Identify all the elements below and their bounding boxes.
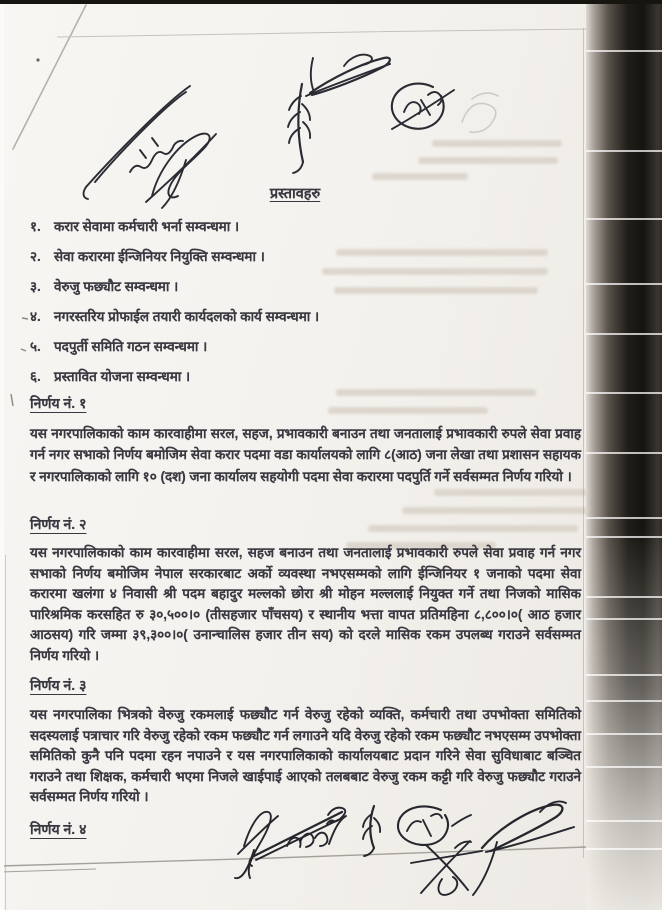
band-crease-line — [586, 733, 662, 735]
scanner-top-strip — [0, 0, 662, 4]
band-crease-line — [586, 392, 662, 394]
proposal-number: ४. — [30, 309, 41, 324]
proposal-item — [30, 272, 575, 302]
bleed-through-text — [372, 173, 468, 180]
proposal-text: पदपुर्ती समिति गठन सम्वन्धमा । — [54, 339, 208, 354]
proposal-text: वेरुजु फछ्यौट सम्वन्धमा । — [54, 279, 179, 294]
bleed-through-text — [432, 140, 562, 147]
band-crease-line — [586, 283, 662, 285]
scan-edge-band — [586, 2, 662, 910]
faint-ghost-signature — [462, 93, 498, 132]
band-crease-line — [586, 218, 662, 220]
band-crease-line — [586, 517, 662, 519]
proposal-number: २. — [30, 249, 41, 264]
decision-3-body: यस नगरपालिका भित्रको वेरुजु रकमलाई फछ्यौट गर्न वेरुजु रहेको व्यक्ति, कर्मचारी तथा उपभोक्ता समितिको सदस्यलाई पत्राचार गरि वेरुजु रहेको रकम फछ्यौट गर्न लगाउने यदि वेरुजु रहेको रकम फछ्यौट नभएसम्म उपभोक्ता समितिको कुनै पनि पदमा रहन नपाउने र यस नगरपालिकाको कार्यालयबाट प्रदान गरिने सेवा सुविधाबाट बञ्चित गराउने तथा शिक्षक, कर्मचारी भएमा निजले खाईपाई आएको तलबबाट वेरुजु रकम कट्टी गरि वेरुजु फछ्यौट गराउने सर्वसम्मत निर्णय गरियो । — [30, 707, 581, 805]
proposal-item — [30, 242, 575, 272]
band-crease-line — [586, 766, 662, 768]
proposal-number: १. — [30, 219, 41, 234]
band-crease-line — [586, 50, 662, 52]
proposal-text: सेवा करारमा ईन्जिनियर नियुक्ति सम्वन्धमा । — [54, 249, 265, 264]
page-bottom-edge-line — [0, 847, 586, 872]
proposal-text: नगरस्तरिय प्रोफाईल तयारी कार्यदलको कार्य सम्वन्धमा । — [54, 309, 320, 324]
proposal-item — [30, 332, 575, 362]
proposal-number: ६. — [30, 369, 41, 384]
decision-2-heading: निर्णय नं. २ — [30, 516, 87, 532]
bleed-through-text — [434, 489, 596, 496]
band-crease-line — [586, 820, 662, 822]
page-left-edge — [0, 0, 4, 910]
proposal-number: ३. — [30, 279, 41, 294]
document-title: प्रस्तावहरु — [269, 186, 321, 202]
proposal-item — [30, 362, 575, 392]
band-crease-line — [586, 700, 662, 702]
decision-4-heading: निर्णय नं. ४ — [30, 821, 87, 837]
band-crease-line — [586, 848, 662, 850]
bleed-through-text — [418, 157, 558, 164]
decision-1-body: यस नगरपालिकाको काम कारवाहीमा सरल, सहज, प्रभावकारी बनाउन तथा जनतालाई प्रभावकारी रुपले सेवा प्रवाह गर्न नगर सभाको निर्णय बमोजिम सेवा करार पदमा वडा कार्यालयको लागि ८(आठ) जना लेखा तथा प्रशासन सहायक र नगरपालिकाको लागि १० (दश) जना कार्यालय सहयोगी पदमा सेवा करारमा पदपुर्ति गर्ने सर्वसम्मत निर्णय गरियो । — [30, 426, 581, 484]
band-crease-line — [586, 536, 662, 538]
proposal-list — [30, 212, 575, 392]
page-fold-line — [13, 5, 86, 149]
decision-2-body: यस नगरपालिकाको काम कारवाहीमा सरल, सहज बनाउन तथा जनतालाई प्रभावकारी रुपले सेवा प्रवाह गर्न नगर सभाको निर्णय बमोजिम नेपाल सरकारबाट अर्को व्यवस्था नभएसम्मको लागि ईन्जिनियर १ जनाको पदमा सेवा करारमा खलंगा ४ निवासी श्री पदम बहादुर मल्लको छोरा श्री मोहन मल्ललाई नियुक्त गर्ने तथा निजको मासिक पारिश्रमिक करसहित रु ३०,५००।० (तीसहजार पाँचसय) र स्थानीय भत्ता वापत प्रतिमहिना ८,८००।०( आठ हजार आठसय) गरि जम्मा ३९,३००।०( उनान्चालिस हजार तीन सय) को दरले मासिक रकम उपलब्ध गराउने सर्वसम्मत निर्णय गरियो । — [30, 545, 581, 663]
proposal-item — [30, 302, 575, 332]
proposal-text: प्रस्तावित योजना सम्वन्धमा । — [54, 369, 191, 384]
band-crease-line — [586, 333, 662, 335]
page-top-hairline — [57, 29, 590, 37]
proposal-number: ५. — [30, 339, 41, 354]
band-crease-line — [586, 596, 662, 598]
proposal-item — [30, 212, 575, 242]
band-crease-line — [586, 674, 662, 676]
scan-edge-band-fade — [586, 2, 662, 910]
bottom-signatures — [235, 801, 574, 895]
proposal-text: करार सेवामा कर्मचारी भर्ना सम्वन्धमा । — [54, 219, 240, 234]
bleed-through-text — [368, 525, 578, 532]
decision-1-heading: निर्णय नं. १ — [30, 395, 87, 411]
page-left-edge-line — [5, 555, 6, 910]
band-crease-line — [586, 618, 662, 620]
bleed-through-text — [328, 407, 488, 414]
band-crease-line — [586, 452, 662, 454]
bleed-through-text — [402, 507, 588, 514]
page-right-edge-line — [583, 28, 584, 858]
decision-3-heading: निर्णय नं. ३ — [30, 677, 87, 693]
band-crease-line — [586, 150, 662, 152]
